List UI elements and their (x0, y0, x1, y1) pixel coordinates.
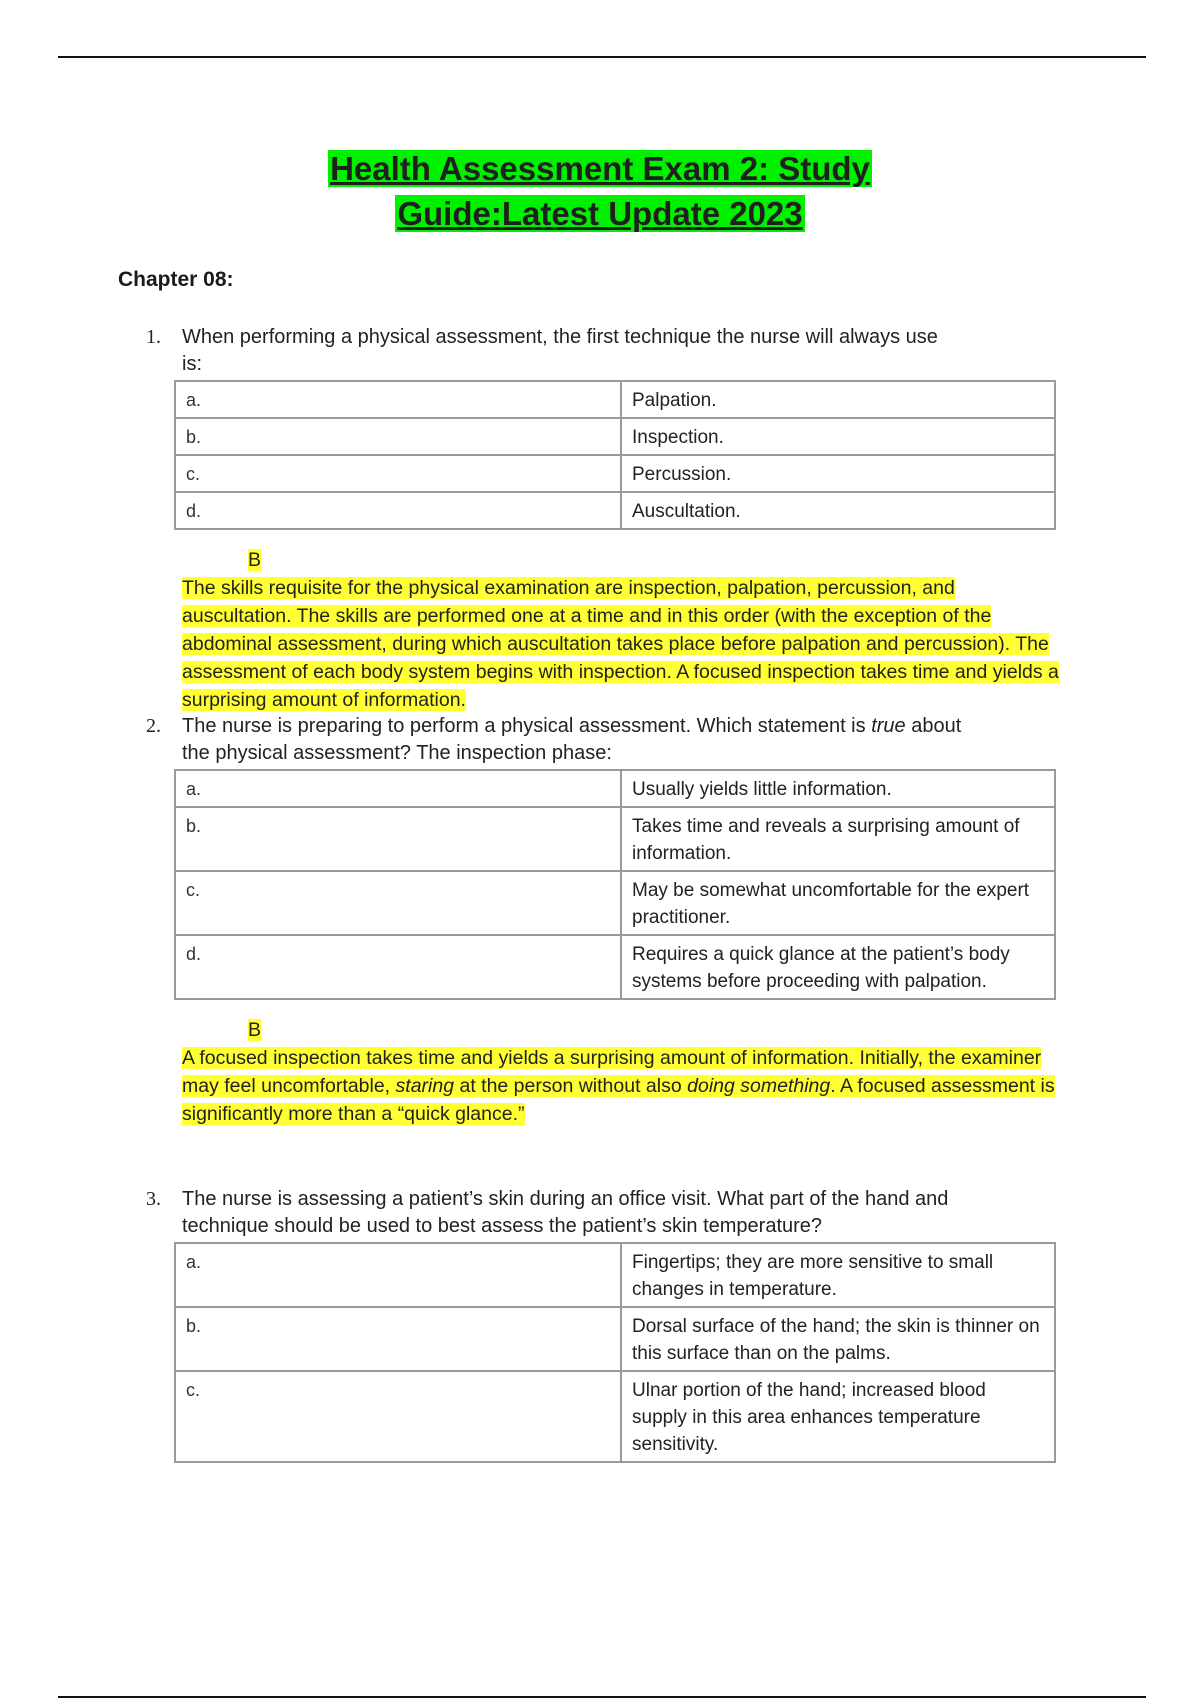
choice-text: Requires a quick glance at the patient’s body systems before proceeding with palpation. (621, 935, 1055, 999)
question-text: The nurse is preparing to perform a physical assessment. Which statement is true about the physical assessment? The inspection phase: (182, 715, 962, 764)
choice-row (175, 381, 1055, 418)
choice-text: Takes time and reveals a surprising amount of information. (621, 807, 1055, 871)
choice-letter: a. (175, 770, 621, 807)
rationale-text: The skills requisite for the physical examination are inspection, palpation, percussion, and auscultation. The skills are performed one at a time and in this order (with the exception of the abdominal assessment, during which auscultation takes place before palpation and percussion). The assessment of each body system begins with inspection. A focused inspection takes time and yields a surprising amount of information. (182, 577, 1059, 711)
choice-text: Dorsal surface of the hand; the skin is thinner on this surface than on the palms. (621, 1307, 1055, 1371)
choice-text: Percussion. (621, 455, 1055, 492)
choice-row (175, 807, 1055, 871)
question-stem (146, 1186, 962, 1240)
answer-block (182, 1016, 1062, 1128)
choice-text: Fingertips; they are more sensitive to small changes in temperature. (621, 1243, 1055, 1307)
choices-table (174, 380, 1056, 530)
choice-letter: c. (175, 1371, 621, 1462)
choice-letter: a. (175, 1243, 621, 1307)
choice-letter: c. (175, 455, 621, 492)
choice-text: May be somewhat uncomfortable for the expert practitioner. (621, 871, 1055, 935)
choice-row (175, 770, 1055, 807)
question-number: 3. (146, 1188, 161, 1210)
choice-row (175, 935, 1055, 999)
choice-letter: d. (175, 935, 621, 999)
document-title (0, 146, 1200, 236)
choices-table (174, 769, 1056, 1000)
title-line-2: Guide:Latest Update 2023 (397, 195, 803, 232)
question-2 (146, 713, 1066, 1128)
choice-text: Inspection. (621, 418, 1055, 455)
question-text: When performing a physical assessment, the first technique the nurse will always use is: (182, 326, 938, 375)
rationale-text: A focused inspection takes time and yields a surprising amount of information. Initially, the examiner may feel uncomfortable, staring at the person without also doing something. A focused assessment is significantly more than a “quick glance.” (182, 1047, 1055, 1125)
question-stem (146, 713, 962, 767)
choice-row (175, 418, 1055, 455)
choice-row (175, 1243, 1055, 1307)
title-line-1: Health Assessment Exam 2: Study (330, 150, 870, 187)
choice-row (175, 492, 1055, 529)
top-rule (58, 56, 1146, 58)
choice-text: Ulnar portion of the hand; increased blood supply in this area enhances temperature sensitivity. (621, 1371, 1055, 1462)
answer-key: B (248, 1019, 262, 1041)
choice-letter: c. (175, 871, 621, 935)
choice-text: Usually yields little information. (621, 770, 1055, 807)
choice-letter: d. (175, 492, 621, 529)
question-number: 2. (146, 715, 161, 737)
choice-row (175, 1307, 1055, 1371)
choice-row (175, 871, 1055, 935)
chapter-heading: Chapter 08: (118, 268, 234, 291)
question-number: 1. (146, 326, 161, 348)
choice-text: Palpation. (621, 381, 1055, 418)
question-text: The nurse is assessing a patient’s skin during an office visit. What part of the hand and technique should be used to best assess the patient’s skin temperature? (182, 1188, 949, 1237)
choice-letter: b. (175, 807, 621, 871)
choice-row (175, 1371, 1055, 1462)
answer-key: B (248, 549, 262, 571)
choice-letter: b. (175, 418, 621, 455)
choices-table (174, 1242, 1056, 1463)
choice-row (175, 455, 1055, 492)
choice-letter: b. (175, 1307, 621, 1371)
question-stem (146, 324, 962, 378)
choice-letter: a. (175, 381, 621, 418)
choice-text: Auscultation. (621, 492, 1055, 529)
answer-block (182, 546, 1062, 714)
bottom-rule (58, 1696, 1146, 1698)
question-1 (146, 324, 1066, 714)
question-3 (146, 1186, 1066, 1463)
